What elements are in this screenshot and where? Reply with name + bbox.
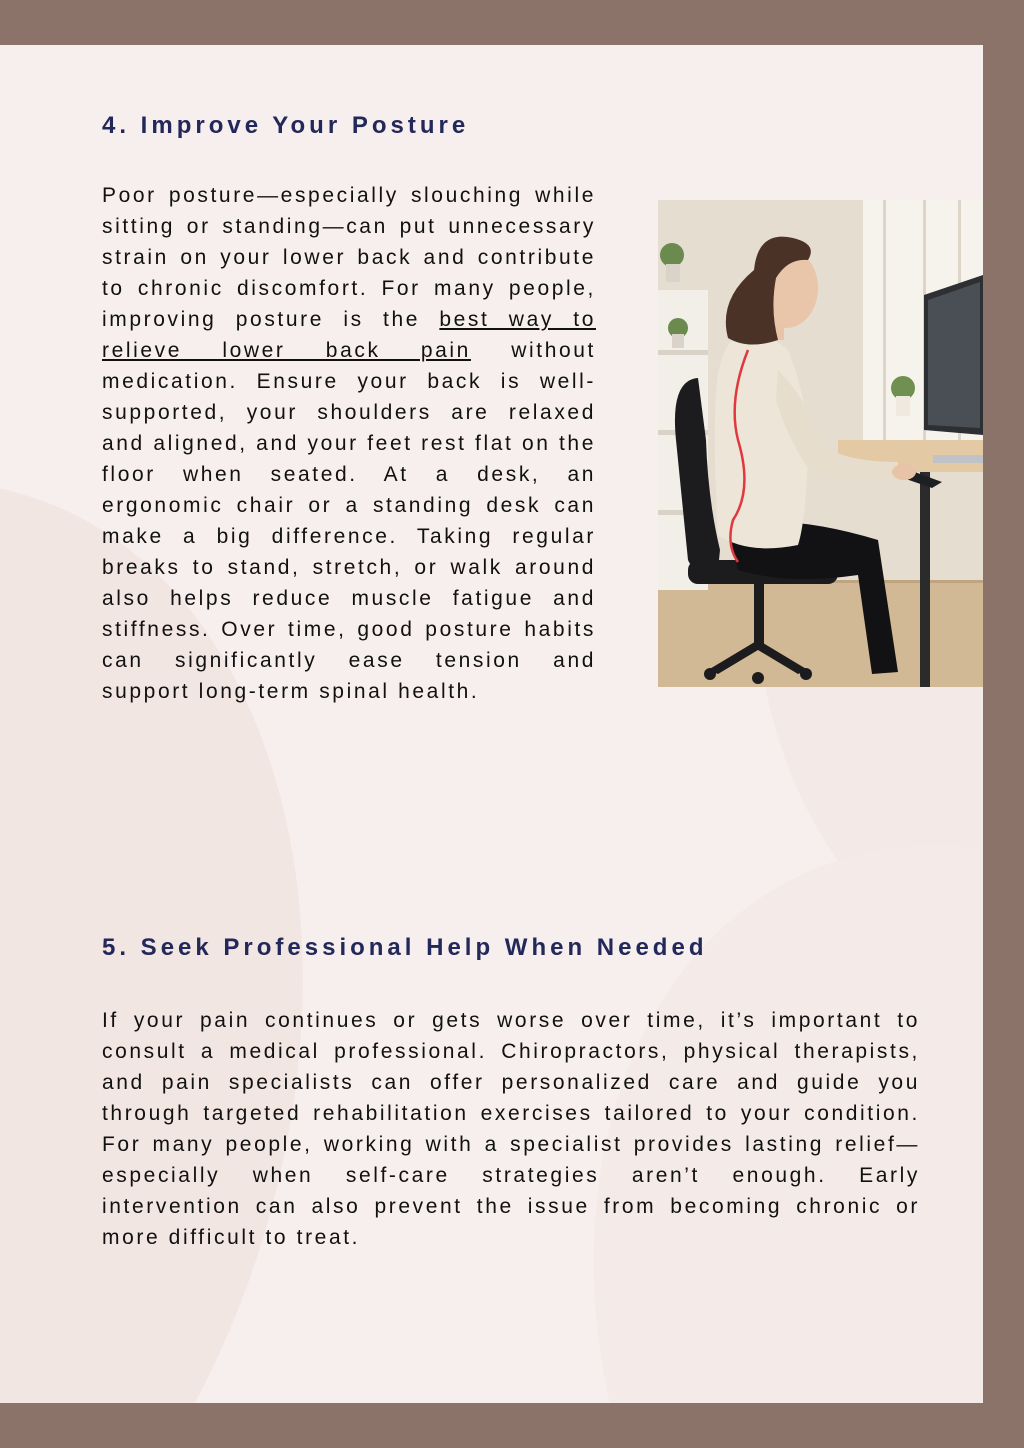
section-4-paragraph (102, 180, 596, 707)
section-4-heading: 4. Improve Your Posture (102, 112, 470, 139)
section-5-paragraph: If your pain continues or gets worse over time, it’s important to consult a medical professional. Chiropractors, physical therapists, and pain specialists can offer personalized care and guide you through targeted rehabilitation exercises tailored to your condition. For many people, working with a specialist provides lasting relief—especially when self-care strategies aren’t enough. Early intervention can also prevent the issue from becoming chronic or more difficult to treat. (102, 1009, 920, 1249)
posture-photo (658, 200, 983, 687)
woman-at-desk-illustration (658, 200, 983, 687)
section-5-heading: 5. Seek Professional Help When Needed (102, 934, 708, 961)
paragraph-text: Poor posture—especially slouching while sitting or standing—can put unnecessary strain on your lower back and contribute to chronic discomfort. For many people, improving posture is the (102, 184, 596, 331)
paragraph-text: without medication. Ensure your back is well-supported, your shoulders are relaxed and aligned, and your feet rest flat on the floor when seated. At a desk, an ergonomic chair or a standing desk can make a big difference. Taking regular breaks to stand, stretch, or walk around also helps reduce muscle fatigue and stiffness. Over time, good posture habits can significantly ease tension and support long-term spinal health. (102, 339, 596, 703)
back-pain-link[interactable]: best way to relieve lower back pain (102, 308, 596, 362)
